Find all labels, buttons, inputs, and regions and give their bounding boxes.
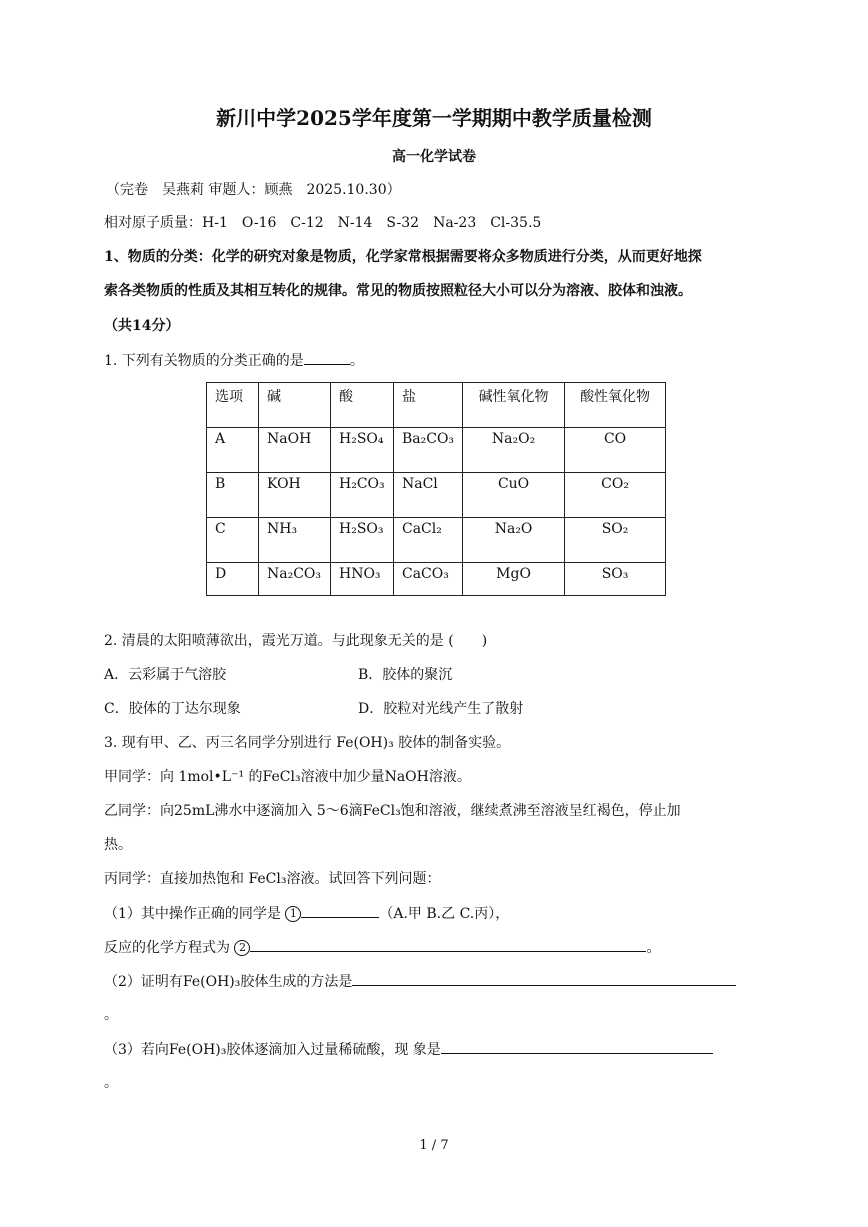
exam-meta: （完卷 吴燕莉 审题人：顾燕 2025.10.30） <box>106 182 401 198</box>
table-cell: CuO <box>463 473 565 518</box>
q3-student-jia: 甲同学：向 1mol•L⁻¹ 的FeCl₃溶液中加少量NaOH溶液。 <box>104 769 471 785</box>
q1-stem <box>104 350 364 371</box>
table-row <box>207 428 666 473</box>
table-cell: H₂SO₄ <box>331 428 394 473</box>
table-cell: Na₂O₂ <box>463 428 565 473</box>
circled-one-marker: 1 <box>285 906 301 922</box>
page-number: 1 / 7 <box>419 1138 449 1153</box>
q2-option-c[interactable]: C．胶体的丁达尔现象 <box>104 701 241 717</box>
q3-part-1-options: （A.甲 B.乙 C.丙）， <box>379 906 510 922</box>
table-cell: C <box>207 518 259 563</box>
circled-two-marker: 2 <box>234 940 250 956</box>
table-header-row <box>207 383 666 428</box>
table-cell: H₂SO₃ <box>331 518 394 563</box>
table-cell: NaOH <box>259 428 331 473</box>
table-header-cell: 酸性氧化物 <box>565 383 666 428</box>
table-header-cell: 选项 <box>207 383 259 428</box>
q3-answer-blank-3[interactable] <box>352 971 736 986</box>
q3-part-1-equation-prefix: 反应的化学方程式为 <box>104 940 230 956</box>
table-cell: MgO <box>463 563 565 596</box>
q3-part-3-end: 。 <box>104 1075 118 1091</box>
table-cell: Ba₂CO₃ <box>394 428 463 473</box>
table-header-cell: 酸 <box>331 383 394 428</box>
table-cell: CaCO₃ <box>394 563 463 596</box>
table-cell: Na₂O <box>463 518 565 563</box>
table-cell: NH₃ <box>259 518 331 563</box>
q3-part-1-equation <box>104 937 660 958</box>
q3-student-yi-line-2: 热。 <box>104 837 132 853</box>
q3-part-2 <box>104 971 736 992</box>
exam-title: 新川中学2025学年度第一学期期中教学质量检测 <box>216 106 652 130</box>
q3-part-3-prefix: （3）若向Fe(OH)₃胶体逐滴加入过量稀硫酸，现 象是 <box>104 1042 441 1058</box>
table-cell: NaCl <box>394 473 463 518</box>
table-cell: CO₂ <box>565 473 666 518</box>
table-cell: Na₂CO₃ <box>259 563 331 596</box>
table-header-cell: 碱 <box>259 383 331 428</box>
table-cell: B <box>207 473 259 518</box>
table-cell: SO₂ <box>565 518 666 563</box>
table-header-cell: 盐 <box>394 383 463 428</box>
classification-table <box>206 382 666 596</box>
q3-part-3 <box>104 1039 713 1060</box>
q3-part-2-end: 。 <box>104 1007 118 1023</box>
section-intro-line-1: 1、物质的分类：化学的研究对象是物质，化学家常根据需要将众多物质进行分类，从而更好地探 <box>104 249 702 265</box>
table-cell: KOH <box>259 473 331 518</box>
q2-option-b[interactable]: B．胶体的聚沉 <box>358 667 453 683</box>
table-cell: CaCl₂ <box>394 518 463 563</box>
q3-part-1-prefix: （1）其中操作正确的同学是 <box>104 906 281 922</box>
table-row <box>207 563 666 596</box>
q3-part-1 <box>104 903 509 924</box>
table-row <box>207 518 666 563</box>
q1-stem-end: 。 <box>349 353 364 369</box>
q3-answer-blank-2[interactable] <box>250 937 646 952</box>
q2-option-a[interactable]: A．云彩属于气溶胶 <box>104 667 227 683</box>
q3-part-1-equation-end: 。 <box>646 940 661 956</box>
table-cell: H₂CO₃ <box>331 473 394 518</box>
table-cell: D <box>207 563 259 596</box>
table-cell: CO <box>565 428 666 473</box>
q3-part-2-prefix: （2）证明有Fe(OH)₃胶体生成的方法是 <box>104 974 353 990</box>
table-row <box>207 473 666 518</box>
table-cell: SO₃ <box>565 563 666 596</box>
q2-option-d[interactable]: D．胶粒对光线产生了散射 <box>358 701 524 717</box>
q3-student-bing: 丙同学：直接加热饱和 FeCl₃溶液。试回答下列问题： <box>104 871 441 887</box>
q1-answer-blank[interactable] <box>304 350 350 365</box>
q1-stem-text: 1. 下列有关物质的分类正确的是 <box>104 353 304 369</box>
table-cell: A <box>207 428 259 473</box>
table-header-cell: 碱性氧化物 <box>463 383 565 428</box>
section-points: （共14分） <box>104 318 180 334</box>
q2-stem: 2. 清晨的太阳喷薄欲出，霞光万道。与此现象无关的是 ( ) <box>104 633 488 649</box>
section-intro-line-2: 索各类物质的性质及其相互转化的规律。常见的物质按照粒径大小可以分为溶液、胶体和浊液。 <box>104 283 692 299</box>
q3-answer-blank-4[interactable] <box>441 1039 713 1054</box>
q3-stem: 3. 现有甲、乙、丙三名同学分别进行 Fe(OH)₃ 胶体的制备实验。 <box>104 735 511 751</box>
q3-answer-blank-1[interactable] <box>301 903 379 918</box>
table-cell: HNO₃ <box>331 563 394 596</box>
q3-student-yi-line-1: 乙同学：向25mL沸水中逐滴加入 5～6滴FeCl₃饱和溶液，继续煮沸至溶液呈红褐色，停止加 <box>104 803 681 819</box>
atomic-masses: 相对原子质量：H-1 O-16 C-12 N-14 S-32 Na-23 Cl-35.5 <box>104 215 542 231</box>
exam-subtitle: 高一化学试卷 <box>392 149 476 165</box>
